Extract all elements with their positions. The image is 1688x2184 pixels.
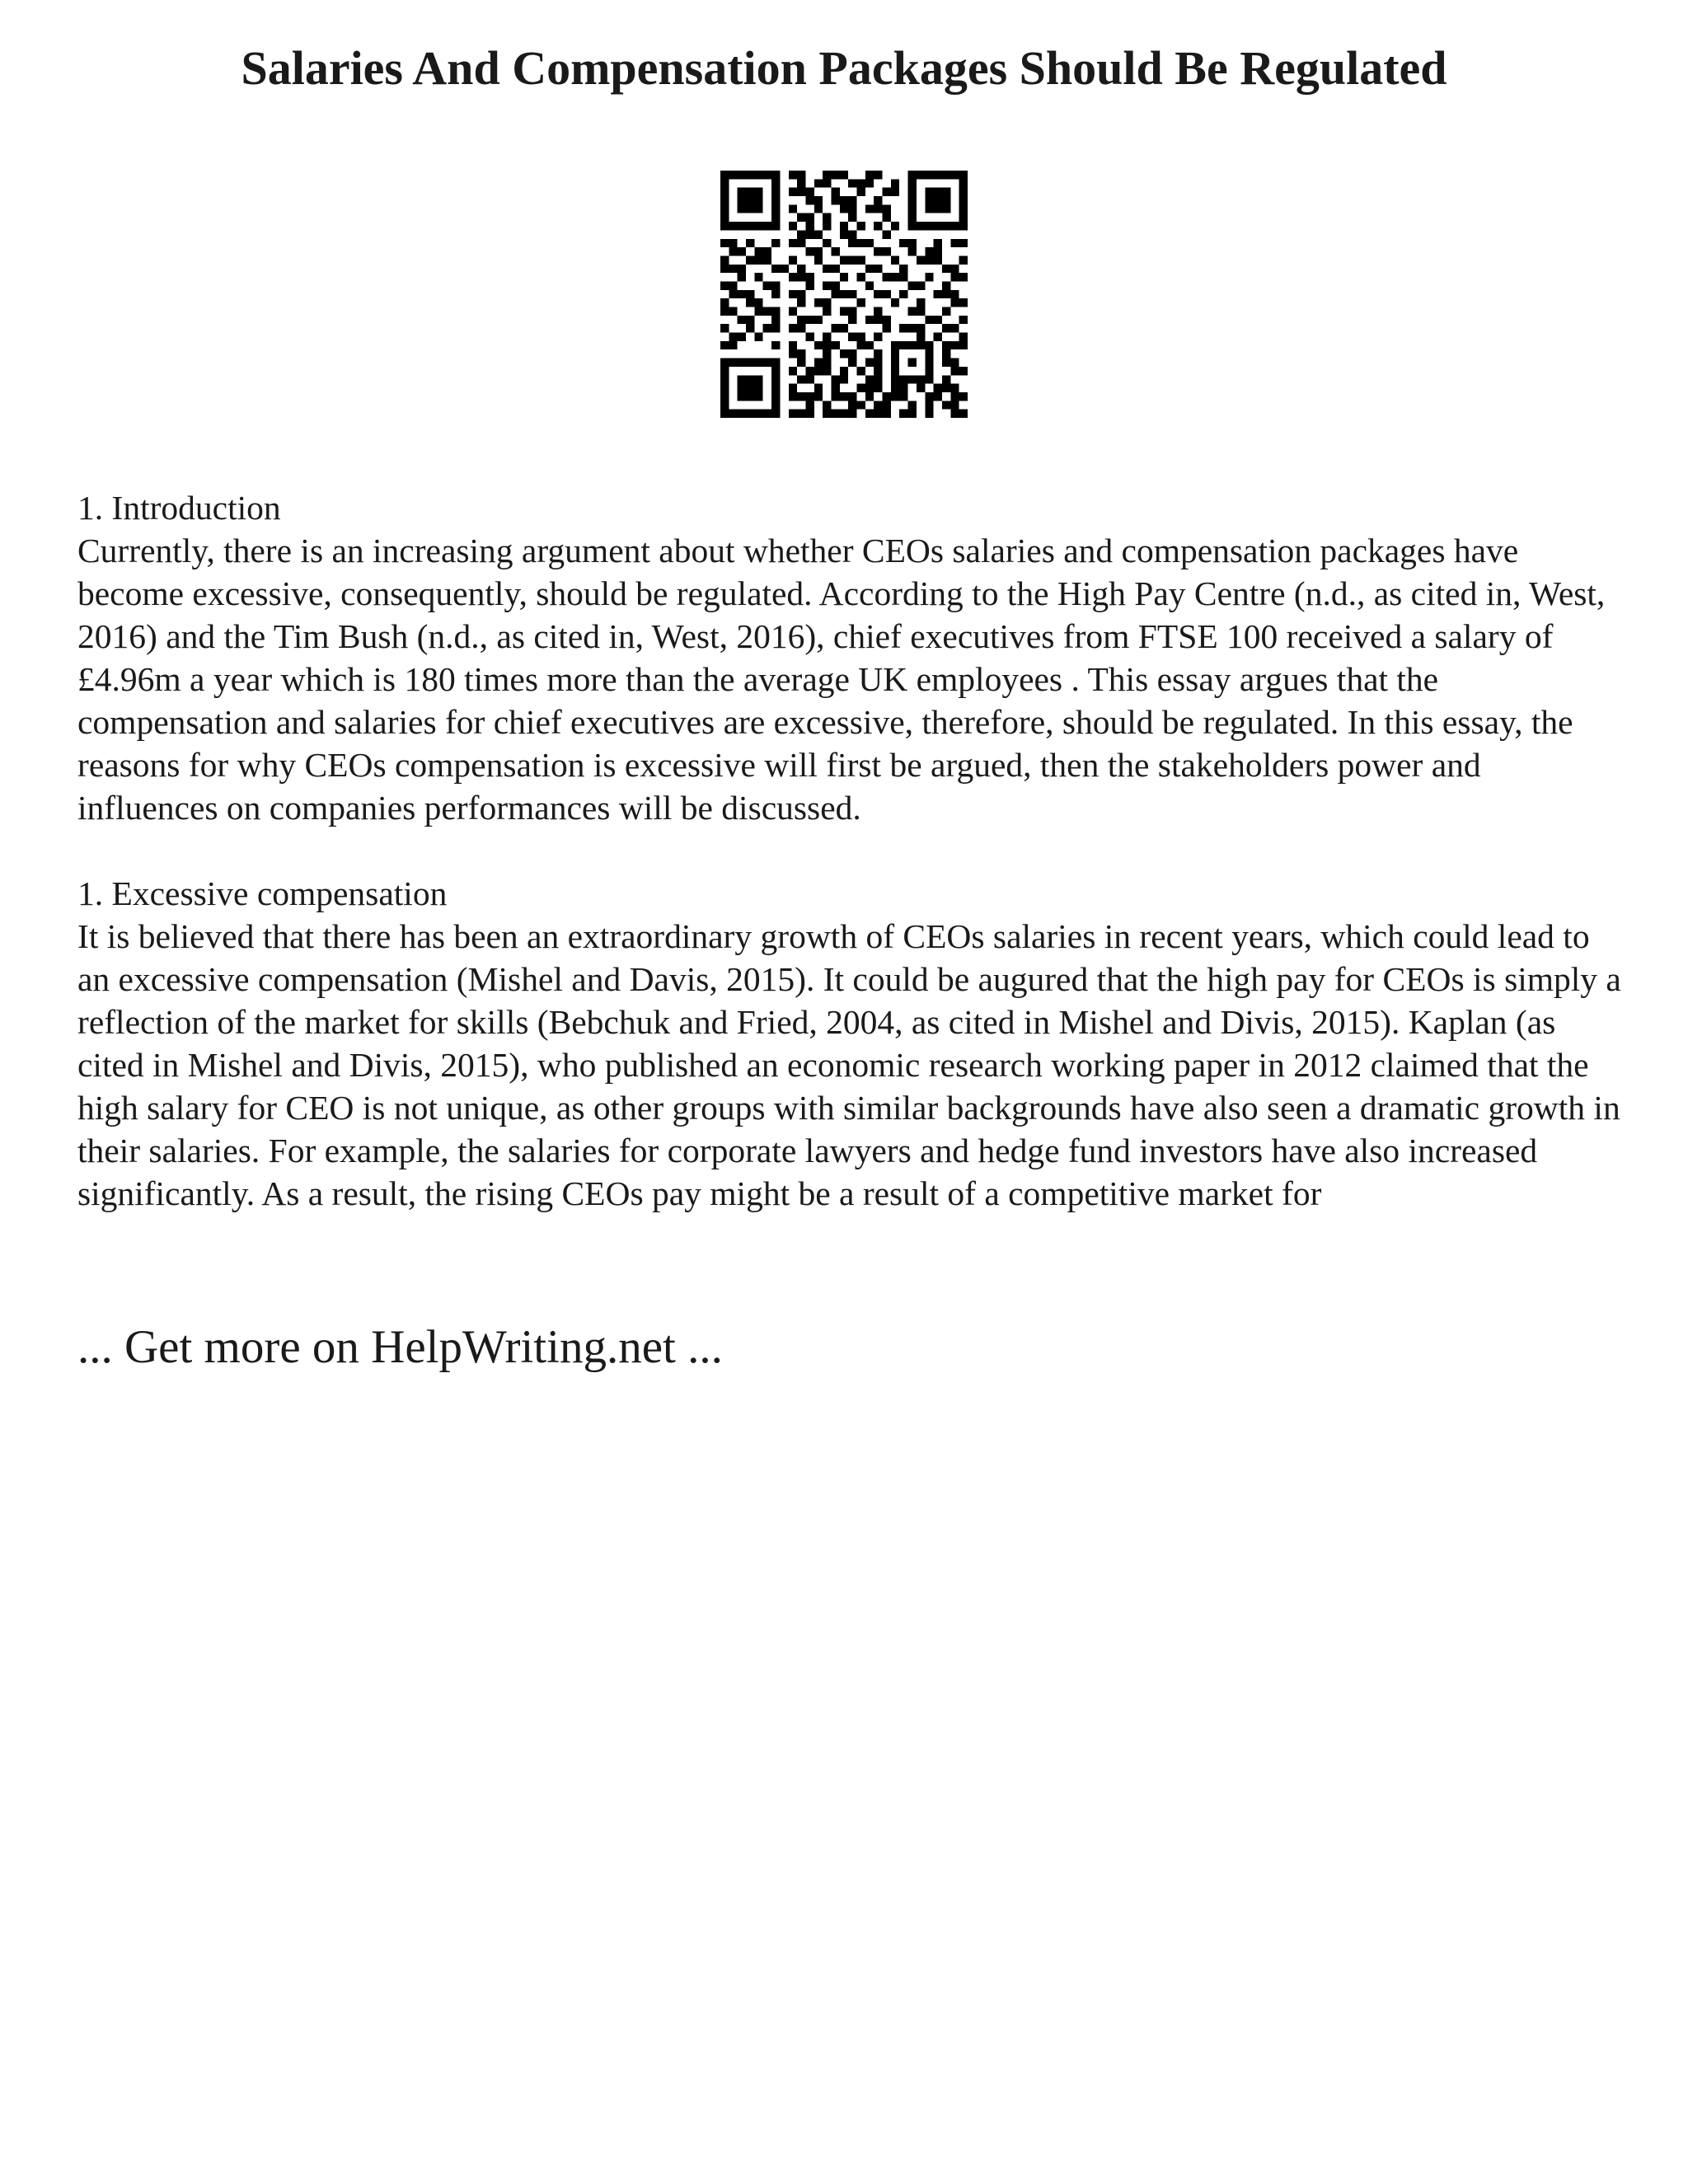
section-heading: 1. Excessive compensation — [77, 874, 448, 912]
qr-code-icon[interactable] — [720, 171, 968, 418]
essay-body — [77, 486, 1627, 1258]
get-more-link[interactable]: ... Get more on HelpWriting.net ... — [77, 1321, 723, 1373]
section-excessive-compensation — [77, 872, 1627, 1215]
page-title: Salaries And Compensation Packages Should Be Regulated — [241, 41, 1447, 95]
section-paragraph: It is believed that there has been an extraordinary growth of CEOs salaries in recent years, which could lead to an excessive compensation (Mishel and Davis, 2015). It could be augured that the high pay for CEOs is simply a reflection of the market for skills (Bebchuk and Fried, 2004, as cited in Mishel and Divis, 2015). Kaplan (as cited in Mishel and Divis, 2015), who published an economic research working paper in 2012 claimed that the high salary for CEO is not unique, as other groups with similar backgrounds have also seen a dramatic growth in their salaries. For example, the salaries for corporate lawyers and hedge fund investors have also increased significantly. As a result, the rising CEOs pay might be a result of a competitive market for — [77, 917, 1621, 1212]
section-introduction — [77, 486, 1627, 829]
section-heading: 1. Introduction — [77, 489, 281, 527]
section-paragraph: Currently, there is an increasing argument about whether CEOs salaries and compensation packages have become excessive, consequently, should be regulated. According to the High Pay Centre (n.d., as cited in, West, 2016) and the Tim Bush (n.d., as cited in, West, 2016), chief executives from FTSE 100 received a salary of £4.96m a year which is 180 times more than the average UK employees . This essay argues that the compensation and salaries for chief executives are excessive, therefore, should be regulated. In this essay, the reasons for why CEOs compensation is excessive will first be argued, then the stakeholders power and influences on companies performances will be discussed. — [77, 532, 1606, 827]
